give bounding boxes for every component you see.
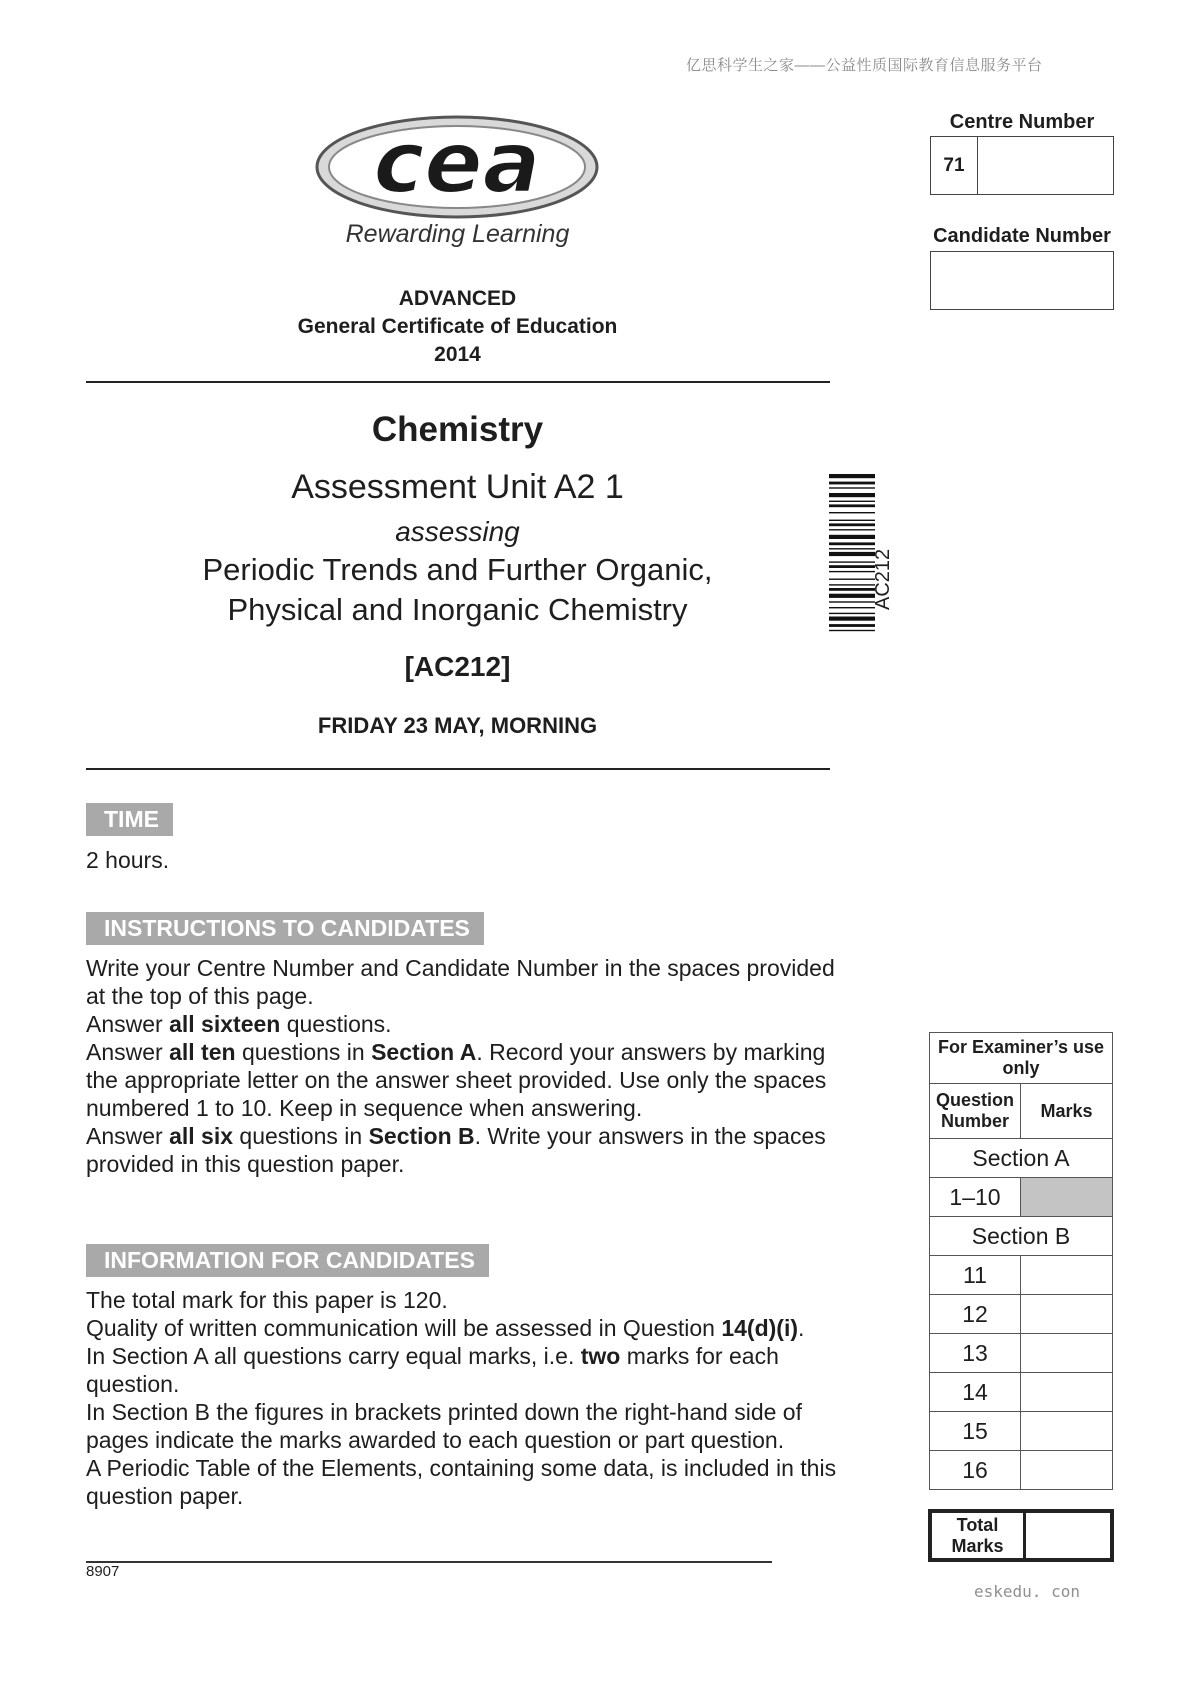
section-a-marks-cell: [1021, 1178, 1113, 1217]
instructions-body: [86, 954, 856, 1178]
barcode-bar: [829, 520, 875, 521]
logo-letters: cea: [373, 113, 541, 213]
centre-number-input[interactable]: [978, 137, 1113, 194]
divider-bottom: [86, 768, 830, 770]
section-b-label: Section B: [930, 1217, 1113, 1256]
barcode-bar: [829, 482, 875, 485]
watermark-bottom: eskedu. con: [974, 1582, 1080, 1601]
barcode-bar: [829, 512, 875, 513]
total-marks-box: [928, 1509, 1114, 1562]
topic-line-2: Physical and Inorganic Chemistry: [227, 592, 688, 627]
topic-line-1: Periodic Trends and Further Organic,: [202, 552, 713, 587]
barcode-bar: [829, 594, 875, 598]
barcode-bar: [829, 571, 875, 572]
barcode-bar: [829, 584, 875, 585]
subject-title: Chemistry: [371, 410, 544, 449]
section-a-label: Section A: [930, 1139, 1113, 1178]
barcode-bar: [829, 523, 875, 526]
cea-logo: [312, 112, 602, 222]
barcode-bar: [829, 529, 875, 530]
marks-cell[interactable]: [1021, 1295, 1113, 1334]
total-marks-label: Total Marks: [932, 1513, 1026, 1558]
examiner-title: For Examiner’s use only: [930, 1033, 1113, 1084]
information-line: The total mark for this paper is 120.: [86, 1287, 448, 1313]
time-heading: TIME: [86, 803, 173, 836]
barcode-bar: [829, 542, 875, 545]
footer-code: 8907: [86, 1563, 120, 1580]
centre-number-field[interactable]: [930, 136, 1114, 195]
barcode-bar: [829, 504, 875, 507]
column-question-number: Question Number: [930, 1084, 1021, 1139]
assessing-label: assessing: [395, 516, 520, 547]
barcode-bar: [829, 607, 875, 608]
question-number: 12: [930, 1295, 1021, 1334]
barcode-bar: [829, 613, 875, 614]
candidate-number-field[interactable]: [930, 251, 1114, 310]
information-line: Quality of written communication will be assessed in Question 14(d)(i).: [86, 1315, 805, 1341]
qualification-name: General Certificate of Education: [297, 315, 618, 338]
marks-cell[interactable]: [1021, 1373, 1113, 1412]
centre-number-label: Centre Number: [949, 111, 1095, 133]
paper-code: [AC212]: [404, 651, 511, 682]
marks-cell[interactable]: [1021, 1334, 1113, 1373]
total-marks-cell[interactable]: [1026, 1513, 1110, 1558]
instructions-heading: INSTRUCTIONS TO CANDIDATES: [86, 912, 484, 945]
barcode-bar: [829, 493, 875, 497]
candidate-number-label: Candidate Number: [933, 225, 1111, 247]
examiner-table: [929, 1032, 1113, 1490]
question-number: 13: [930, 1334, 1021, 1373]
divider-top: [86, 381, 830, 383]
centre-prefix: 71: [931, 137, 978, 194]
qualification-level: ADVANCED: [398, 287, 517, 310]
marks-cell[interactable]: [1021, 1256, 1113, 1295]
barcode-bar: [829, 535, 875, 539]
barcode-bar: [829, 565, 875, 568]
barcode-bar: [829, 487, 875, 488]
footer-divider: [86, 1561, 772, 1563]
logo-tagline: Rewarding Learning: [345, 220, 570, 248]
exam-year: 2014: [434, 343, 481, 366]
barcode-bar: [829, 624, 875, 627]
instruction-line: Write your Centre Number and Candidate Number in the spaces provided at the top of this page.: [86, 955, 835, 1009]
marks-cell[interactable]: [1021, 1412, 1113, 1451]
information-body: [86, 1286, 856, 1510]
barcode-bar: [829, 617, 875, 621]
column-marks: Marks: [1021, 1084, 1113, 1139]
barcode-bar: [829, 501, 875, 502]
question-number: 15: [930, 1412, 1021, 1451]
instruction-line: Answer all ten questions in Section A. Record your answers by marking the appropriate letter on the answer sheet provided. Use only the spaces numbered 1 to 10. Keep in sequence when answering.: [86, 1039, 827, 1121]
barcode-label: AC212: [872, 548, 894, 610]
barcode-bar: [829, 588, 875, 591]
marks-cell[interactable]: [1021, 1451, 1113, 1490]
barcode-bar: [829, 579, 875, 580]
time-text: 2 hours.: [86, 847, 170, 873]
question-number: 16: [930, 1451, 1021, 1490]
exam-date: FRIDAY 23 MAY, MORNING: [317, 713, 598, 738]
instruction-line: Answer all sixteen questions.: [86, 1011, 392, 1037]
barcode-bar: [829, 552, 875, 556]
information-heading: INFORMATION FOR CANDIDATES: [86, 1244, 489, 1277]
information-line: In Section B the figures in brackets printed down the right-hand side of pages indicate the marks awarded to each question or part question.: [86, 1399, 802, 1453]
barcode-bar: [829, 548, 875, 549]
question-number: 11: [930, 1256, 1021, 1295]
section-a-range: 1–10: [930, 1178, 1021, 1217]
information-line: In Section A all questions carry equal marks, i.e. two marks for each question.: [86, 1343, 779, 1397]
barcode-bar: [829, 601, 875, 602]
barcode-bar: [829, 630, 875, 631]
information-line: A Periodic Table of the Elements, containing some data, is included in this question paper.: [86, 1455, 837, 1509]
assessment-unit: Assessment Unit A2 1: [291, 468, 624, 506]
barcode-bar: [829, 474, 875, 478]
barcode: [829, 474, 875, 680]
watermark-top: 亿思科学生之家——公益性质国际教育信息服务平台: [686, 57, 1043, 74]
instruction-line: Answer all six questions in Section B. Write your answers in the spaces provided in this question paper.: [86, 1123, 826, 1177]
barcode-bar: [829, 561, 875, 562]
question-number: 14: [930, 1373, 1021, 1412]
